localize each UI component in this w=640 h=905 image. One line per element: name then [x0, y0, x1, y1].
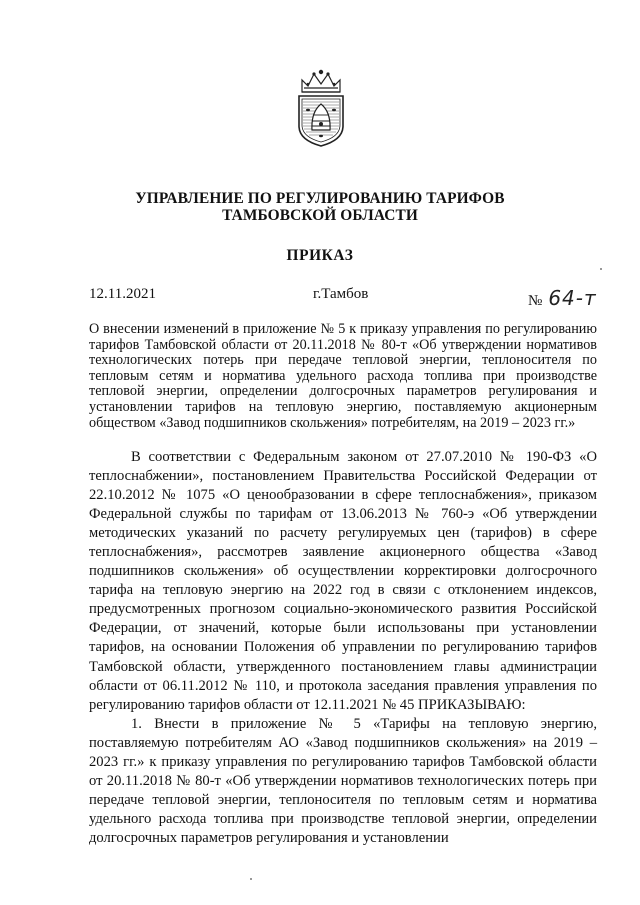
- scan-speck: [600, 268, 602, 270]
- order-city: г.Тамбов: [313, 286, 369, 302]
- handwritten-number: 64-т: [548, 286, 597, 310]
- organization-name-line1: УПРАВЛЕНИЕ ПО РЕГУЛИРОВАНИЮ ТАРИФОВ: [135, 190, 505, 207]
- organization-name-line2: ТАМБОВСКОЙ ОБЛАСТИ: [222, 207, 418, 224]
- order-number: [528, 286, 597, 310]
- clause-1-paragraph: 1. Внести в приложение № 5 «Тарифы на тепловую энергию, поставляемую потребителям АО «Завод подшипников скольжения» на 2019 – 2023 гг.» к приказу управления по регулированию тарифов Тамбовской области от 20.11.2018 № 80-т «Об утверждении нормативов технологических потерь при передаче тепловой энергии, теплоносителя по тепловым сетям и норматива удельного расхода топлива при производстве тепловой энергии, определении долгосрочных параметров регулирования и установлении: [89, 715, 597, 846]
- number-sign: №: [528, 293, 543, 309]
- preamble-paragraph: В соответствии с Федеральным законом от 27.07.2010 № 190-ФЗ «О теплоснабжении», постановлением Правительства Российской Федерации от 22.10.2012 № 1075 «О ценообразовании в сфере теплоснабжения», приказом Федеральной службы по тарифам от 13.06.2013 № 760-э «Об утверждении методических указаний по расчету регулируемых цен (тарифов) в сфере теплоснабжения», рассмотрев заявление акционерного общества «Завод подшипников скольжения» об осуществлении корректировки долгосрочного тарифа на тепловую энергию на 2022 год в связи с отклонением индексов, предусмотренных прогнозом социально-экономического развития Российской Федерации, от значений, которые были использованы при установлении тарифов, на основании Положения об управлении по регулированию тарифов Тамбовской области, утвержденного постановлением главы администрации области от 06.11.2012 № 110, и протокола заседания правления управления по регулированию тарифов области от 12.11.2021 № 45 ПРИКАЗЫВАЮ:: [89, 449, 597, 713]
- scan-speck: [250, 878, 252, 880]
- order-title: О внесении изменений в приложение № 5 к приказу управления по регулированию тарифов Тамбовской области от 20.11.2018 № 80-т «Об утверждении нормативов технологических потерь при передаче тепловой энергии, теплоносителя по тепловым сетям и норматива удельного расхода топлива при производстве тепловой энергии, определении долгосрочных параметров регулирования и установлении тарифов на тепловую энергию, поставляемую акционерным обществом «Завод подшипников скольжения» потребителям, на 2019 – 2023 гг.»: [89, 321, 597, 431]
- order-body: [89, 448, 597, 848]
- tambov-coat-of-arms-icon: [294, 66, 348, 148]
- order-date: 12.11.2021: [89, 286, 156, 302]
- document-type: ПРИКАЗ: [286, 247, 354, 264]
